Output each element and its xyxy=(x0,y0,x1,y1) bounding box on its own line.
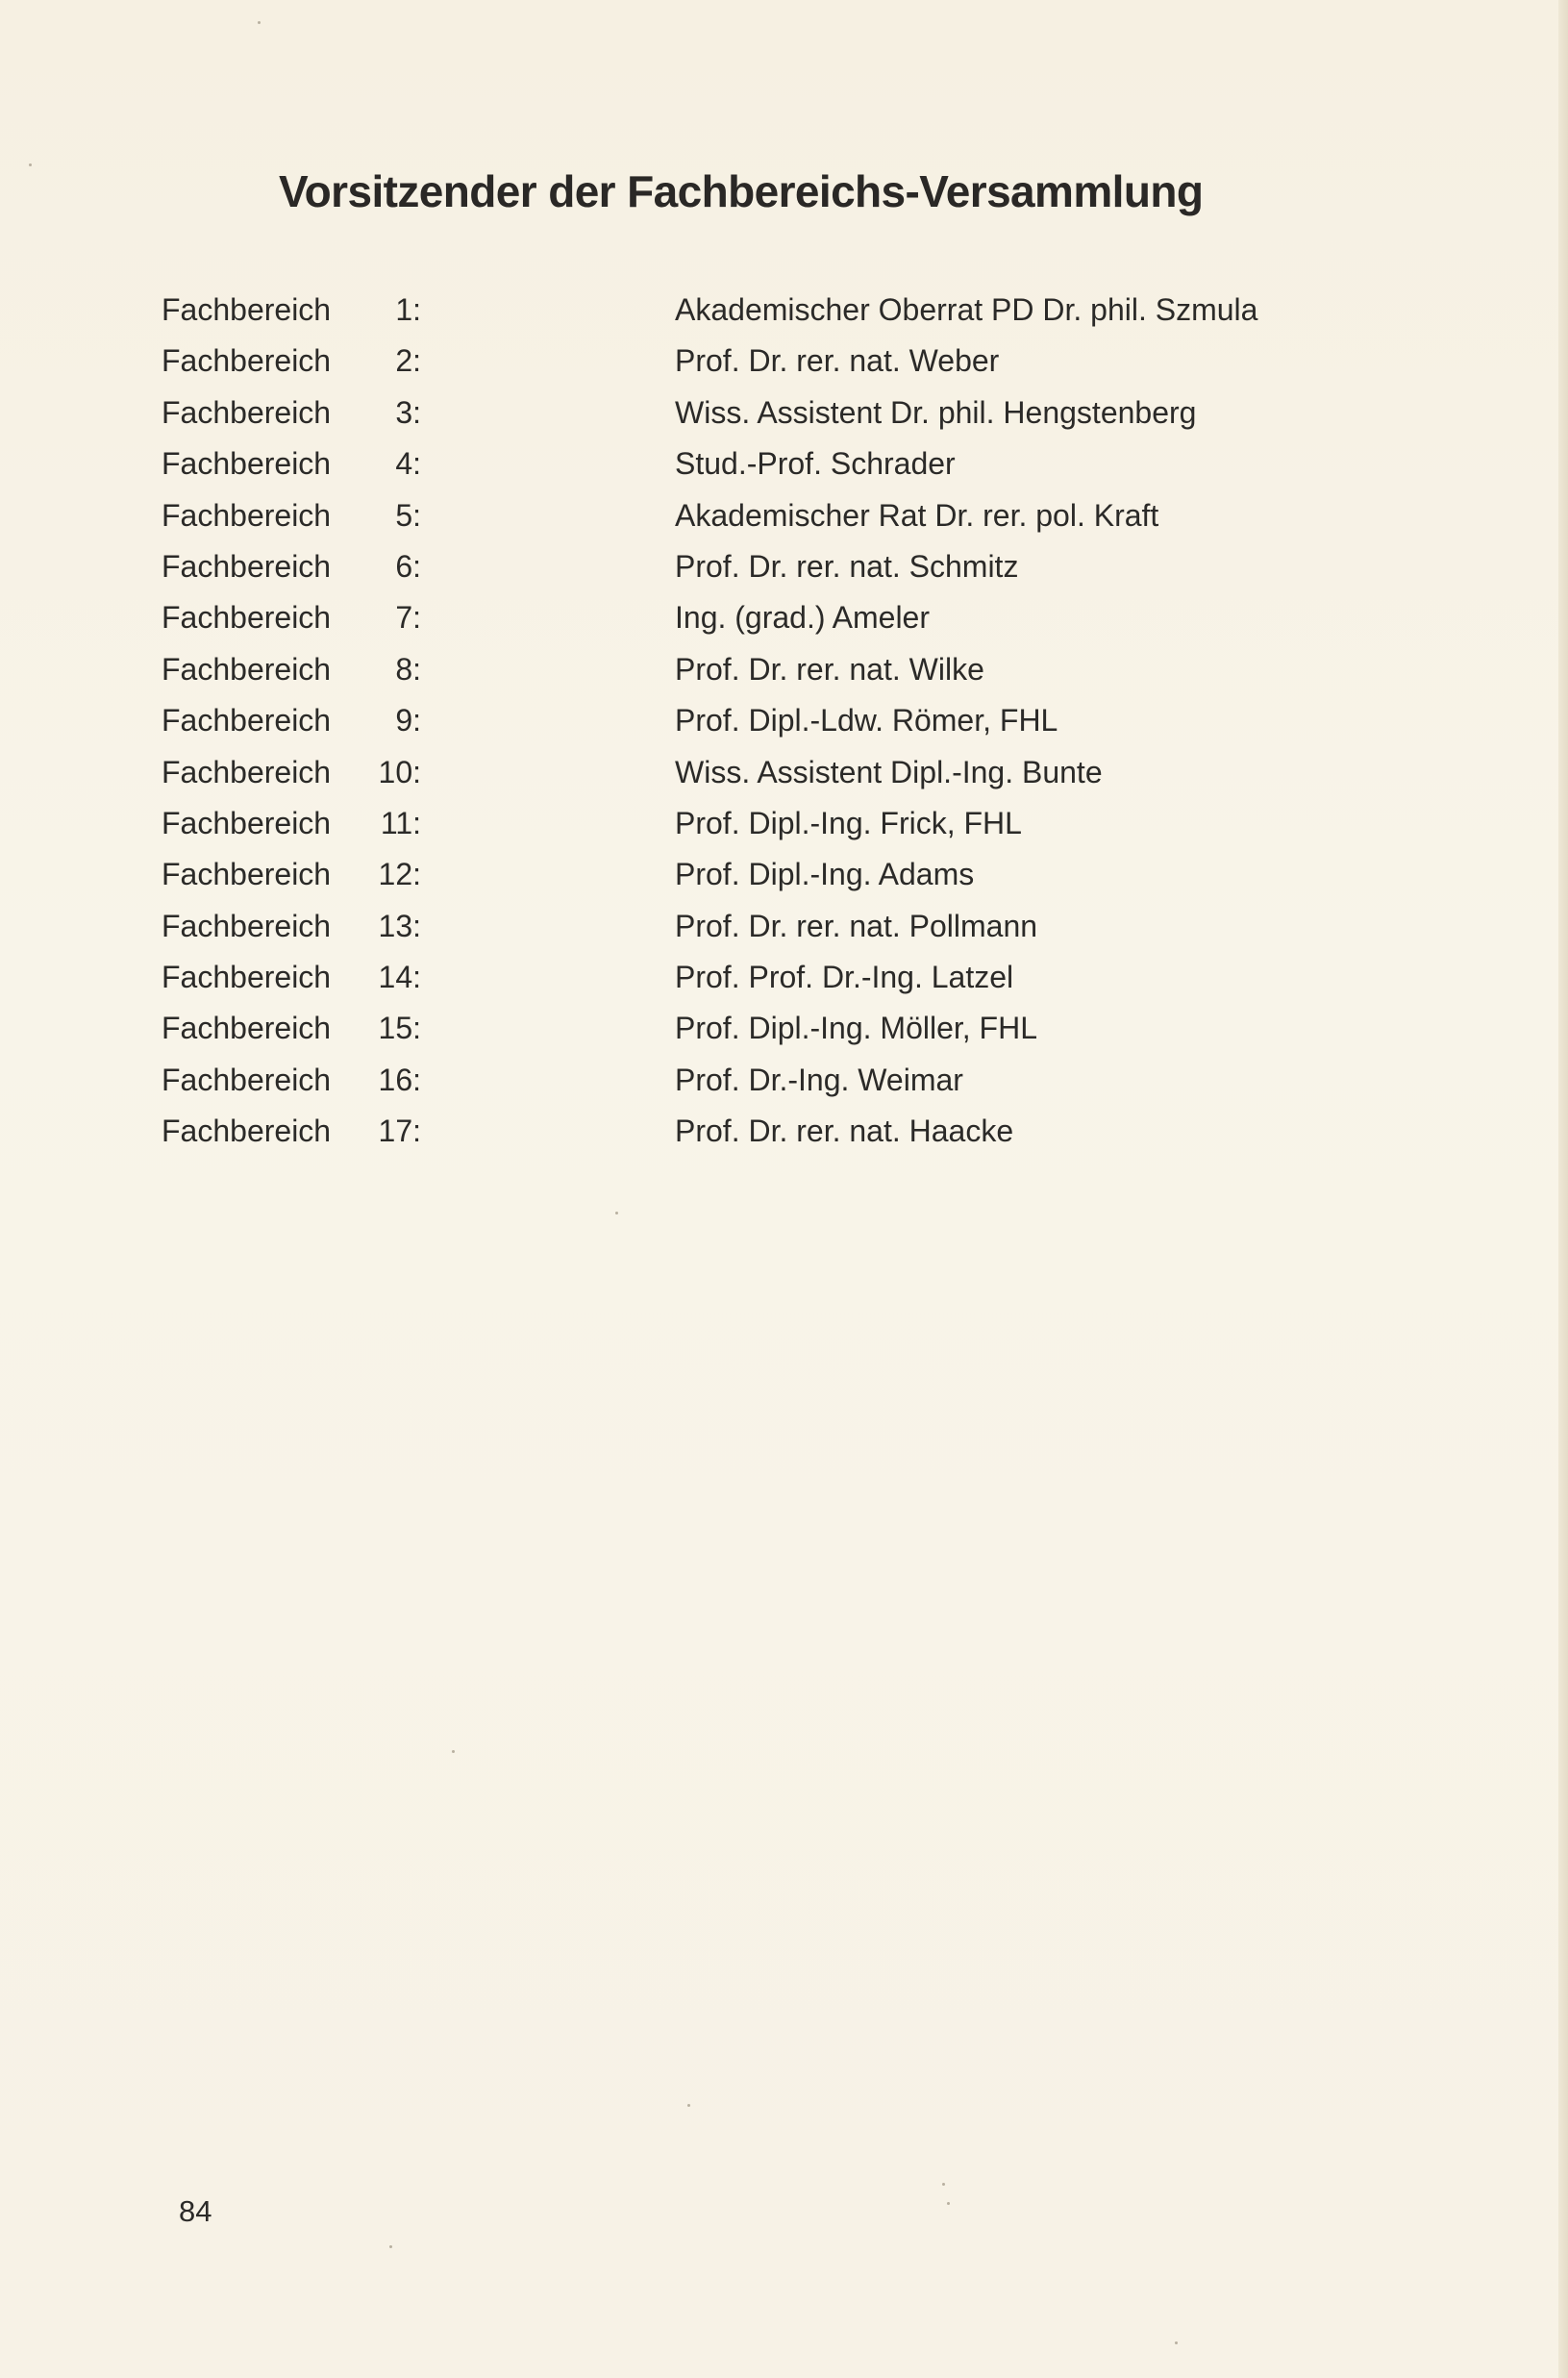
chair-name: Prof. Dipl.-Ldw. Römer, FHL xyxy=(675,703,1058,738)
chair-list xyxy=(162,285,1373,1158)
department-label: Fachbereich xyxy=(162,703,332,738)
department-number: 16: xyxy=(378,1062,421,1097)
list-item xyxy=(162,336,1373,387)
list-item xyxy=(162,644,1373,695)
list-item xyxy=(162,747,1373,798)
department-label: Fachbereich xyxy=(162,805,332,840)
department-number: 3: xyxy=(395,394,421,430)
department-number: 13: xyxy=(378,908,421,943)
list-item xyxy=(162,490,1373,541)
list-item xyxy=(162,1055,1373,1106)
department-number: 17: xyxy=(378,1114,421,1149)
department-label: Fachbereich xyxy=(162,548,332,584)
list-item xyxy=(162,285,1373,336)
list-item xyxy=(162,1106,1373,1157)
chair-name: Prof. Dipl.-Ing. Möller, FHL xyxy=(675,1011,1037,1046)
list-item xyxy=(162,849,1373,900)
chair-name: Akademischer Oberrat PD Dr. phil. Szmula xyxy=(675,292,1258,327)
department-label: Fachbereich xyxy=(162,394,332,430)
department-label: Fachbereich xyxy=(162,446,332,482)
paper-speck xyxy=(947,2202,950,2205)
page-edge xyxy=(1558,0,1568,2378)
department-label: Fachbereich xyxy=(162,857,332,892)
department-label: Fachbereich xyxy=(162,754,332,789)
department-number: 9: xyxy=(395,703,421,738)
chair-name: Wiss. Assistent Dr. phil. Hengstenberg xyxy=(675,394,1197,430)
list-item xyxy=(162,388,1373,438)
paper-speck xyxy=(942,2183,945,2186)
department-number: 15: xyxy=(378,1011,421,1046)
chair-name: Prof. Dr. rer. nat. Schmitz xyxy=(675,548,1019,584)
department-label: Fachbereich xyxy=(162,343,332,379)
paper-speck xyxy=(29,163,32,166)
department-number: 11: xyxy=(380,805,421,840)
chair-name: Stud.-Prof. Schrader xyxy=(675,446,956,482)
chair-name: Prof. Prof. Dr.-Ing. Latzel xyxy=(675,960,1014,995)
chair-name: Ing. (grad.) Ameler xyxy=(675,600,930,636)
department-number: 14: xyxy=(378,960,421,995)
department-label: Fachbereich xyxy=(162,651,332,687)
chair-name: Prof. Dr. rer. nat. Weber xyxy=(675,343,1000,379)
chair-name: Prof. Dipl.-Ing. Adams xyxy=(675,857,975,892)
department-label: Fachbereich xyxy=(162,960,332,995)
chair-name: Prof. Dr. rer. nat. Wilke xyxy=(675,651,984,687)
list-item xyxy=(162,952,1373,1003)
department-label: Fachbereich xyxy=(162,292,332,327)
department-number: 1: xyxy=(395,292,421,327)
list-item xyxy=(162,798,1373,849)
department-number: 6: xyxy=(395,548,421,584)
list-item xyxy=(162,438,1373,489)
department-label: Fachbereich xyxy=(162,600,332,636)
paper-speck xyxy=(258,21,261,24)
chair-name: Prof. Dr.-Ing. Weimar xyxy=(675,1062,963,1097)
list-item xyxy=(162,695,1373,746)
page-title: Vorsitzender der Fachbereichs-Versammlung xyxy=(279,166,1204,216)
paper-speck xyxy=(1175,2341,1178,2344)
chair-name: Akademischer Rat Dr. rer. pol. Kraft xyxy=(675,497,1159,533)
department-label: Fachbereich xyxy=(162,1011,332,1046)
department-number: 8: xyxy=(395,651,421,687)
paper-speck xyxy=(389,2245,392,2248)
department-number: 2: xyxy=(395,343,421,379)
department-label: Fachbereich xyxy=(162,908,332,943)
department-label: Fachbereich xyxy=(162,1114,332,1149)
department-number: 12: xyxy=(378,857,421,892)
page-number: 84 xyxy=(179,2194,212,2228)
department-label: Fachbereich xyxy=(162,497,332,533)
list-item xyxy=(162,1003,1373,1054)
paper-speck xyxy=(615,1212,618,1214)
department-number: 4: xyxy=(395,446,421,482)
list-item xyxy=(162,541,1373,592)
list-item xyxy=(162,592,1373,643)
chair-name: Wiss. Assistent Dipl.-Ing. Bunte xyxy=(675,754,1103,789)
department-number: 7: xyxy=(395,600,421,636)
chair-name: Prof. Dipl.-Ing. Frick, FHL xyxy=(675,805,1022,840)
list-item xyxy=(162,901,1373,952)
chair-name: Prof. Dr. rer. nat. Haacke xyxy=(675,1114,1014,1149)
department-number: 10: xyxy=(378,754,421,789)
chair-name: Prof. Dr. rer. nat. Pollmann xyxy=(675,908,1038,943)
paper-speck xyxy=(452,1750,455,1753)
paper-speck xyxy=(687,2104,690,2107)
department-label: Fachbereich xyxy=(162,1062,332,1097)
department-number: 5: xyxy=(395,497,421,533)
